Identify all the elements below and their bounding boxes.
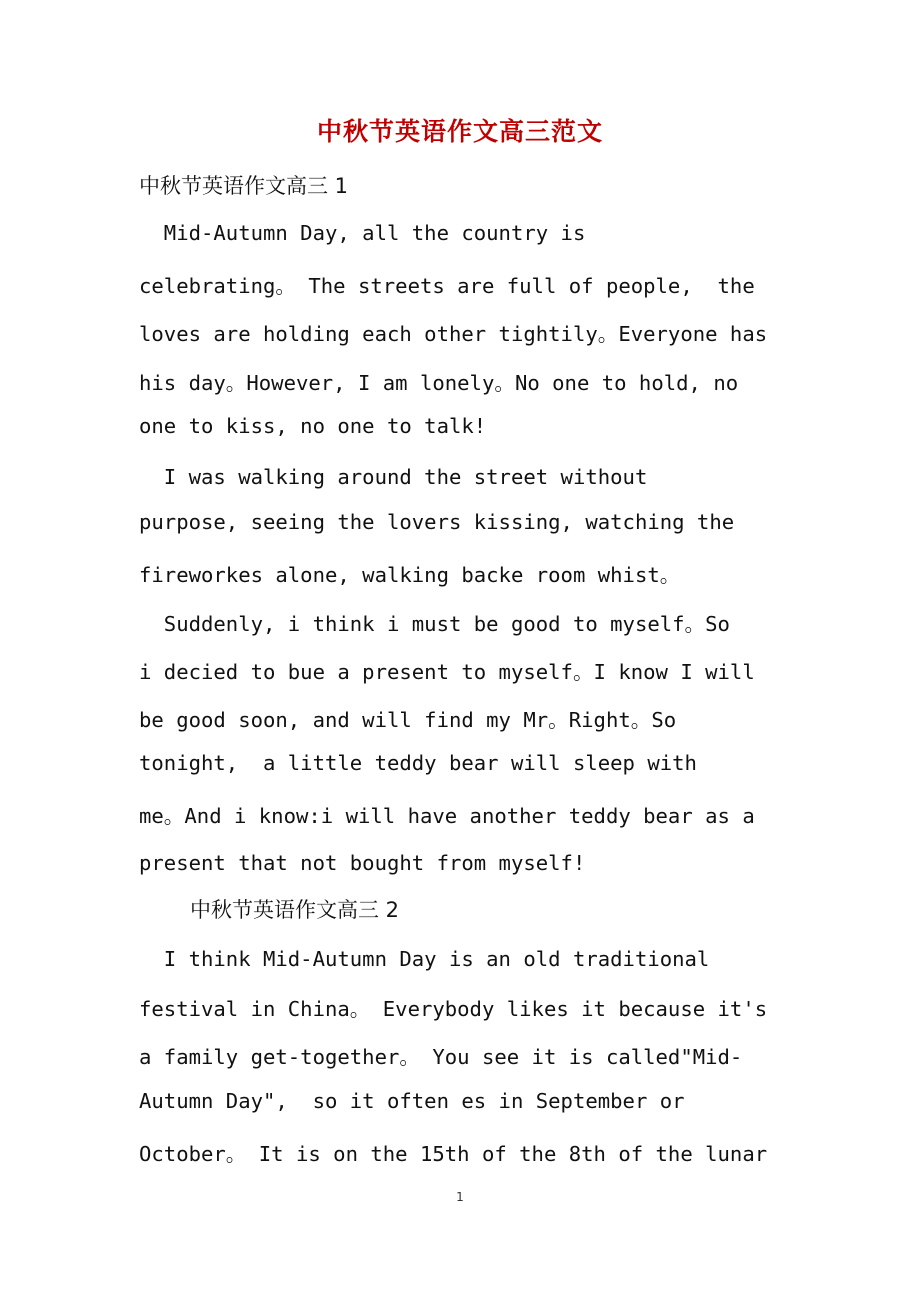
paragraph-line: October。 It is on the 15th of the 8th of the lunar: [139, 1142, 768, 1166]
paragraph-line: i decied to bue a present to myself。I know I will: [139, 660, 755, 684]
section-1-heading: 中秋节英语作文高三 1: [139, 174, 349, 198]
paragraph-line: celebrating。 The streets are full of people, the: [139, 274, 755, 298]
paragraph-line: one to kiss, no one to talk!: [139, 414, 487, 438]
paragraph-line: Autumn Day", so it often es in September or: [139, 1089, 685, 1113]
paragraph-line: I think Mid-Autumn Day is an old traditional: [139, 947, 710, 971]
paragraph-line: purpose, seeing the lovers kissing, watching the: [139, 510, 735, 534]
paragraph-line: Suddenly, i think i must be good to myself。So: [139, 612, 730, 636]
paragraph-line: me。And i know:i will have another teddy bear as a: [139, 804, 755, 828]
paragraph-line: loves are holding each other tightily。Everyone has: [139, 322, 768, 346]
paragraph-line: present that not bought from myself!: [139, 851, 586, 875]
paragraph-line: fireworkes alone, walking backe room whist。: [139, 563, 681, 587]
paragraph-line: I was walking around the street without: [139, 465, 648, 489]
paragraph-line: festival in China。 Everybody likes it because it's: [139, 997, 768, 1021]
paragraph-line: be good soon, and will find my Mr。Right。So: [139, 708, 677, 732]
paragraph-line: Mid-Autumn Day, all the country is: [139, 221, 586, 245]
page-number: 1: [456, 1190, 464, 1204]
paragraph-line: a family get-together。 You see it is called"Mid-: [139, 1045, 743, 1069]
paragraph-line: his day。However, I am lonely。No one to hold, no: [139, 371, 739, 395]
section-2-heading: 中秋节英语作文高三 2: [190, 898, 400, 922]
document-title: 中秋节英语作文高三范文: [316, 117, 603, 146]
paragraph-line: tonight, a little teddy bear will sleep with: [139, 751, 697, 775]
